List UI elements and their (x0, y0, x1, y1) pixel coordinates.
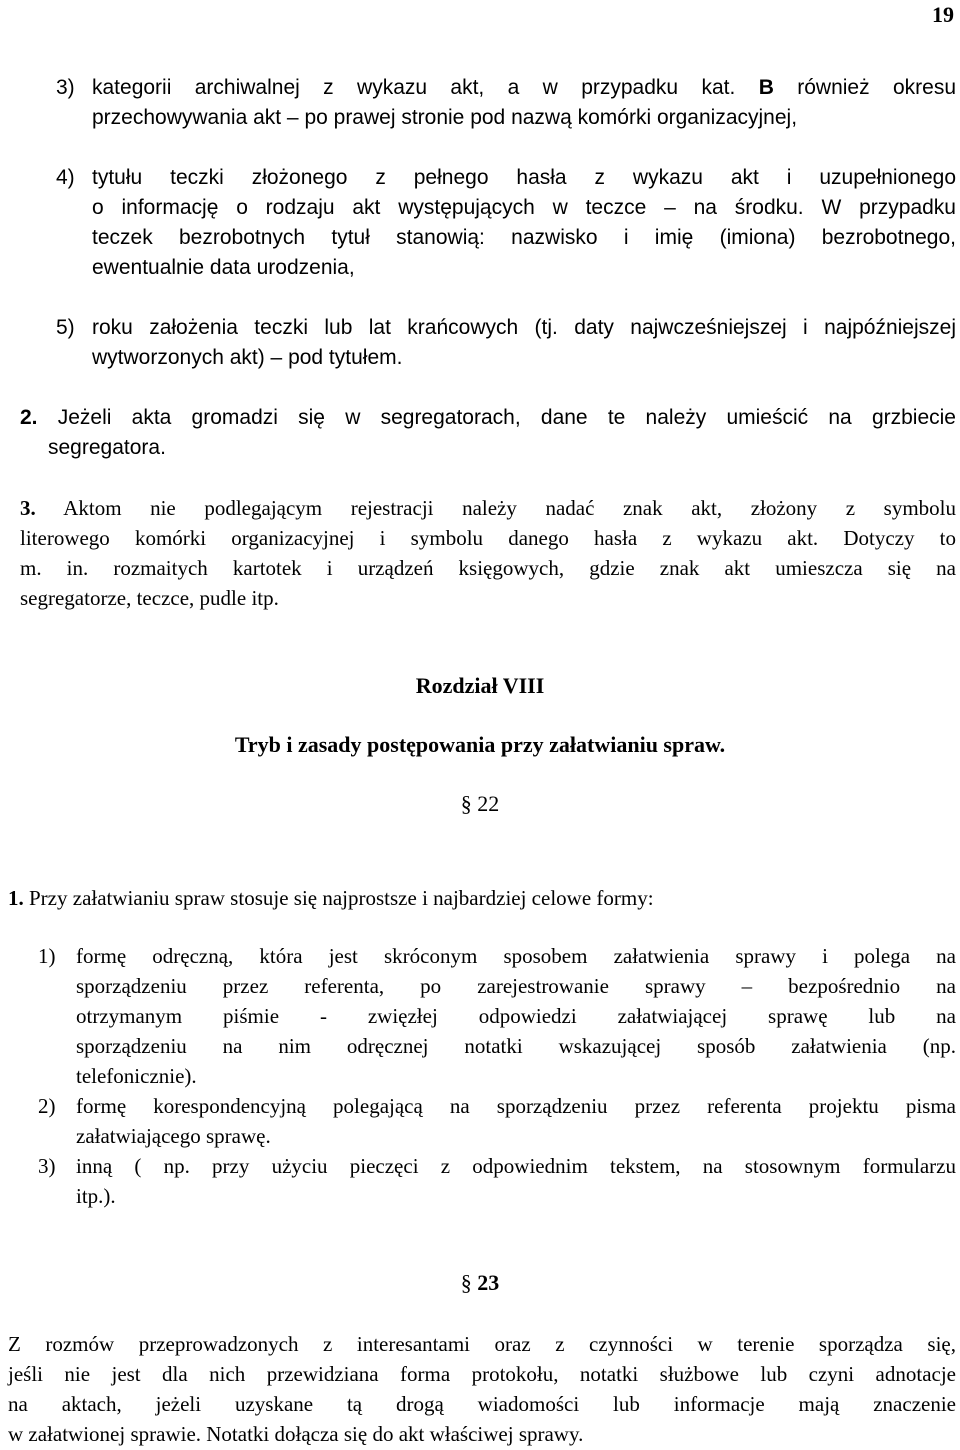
paragraph (20, 493, 956, 523)
text-line: literowego komórki organizacyjnej i symbolu danego hasła z wykazu akt. Dotyczy to (20, 526, 956, 550)
text-line: sporządzeniu na nim odręcznej notatki wskazującej sposób załatwienia (np. (76, 1034, 956, 1058)
section-sign: § (460, 791, 472, 816)
text-line: ewentualnie data urodzenia, (92, 256, 355, 279)
paragraph-number: 3. (20, 496, 36, 520)
text-line: załatwiającego sprawę. (76, 1124, 271, 1148)
list-marker: 3) (38, 1154, 56, 1178)
text-line: m. in. rozmaitych kartotek i urządzeń księgowych, gdzie znak akt umieszcza się na (20, 556, 956, 580)
paragraph-number: 1. (8, 886, 24, 910)
paragraph (8, 883, 948, 913)
text-line: segregatora. (48, 436, 166, 459)
section-number: 22 (477, 791, 500, 816)
text-line: sporządzeniu przez referenta, po zarejestrowanie sprawy – bezpośrednio na (76, 974, 956, 998)
text-line: otrzymanym piśmie - zwięzłej odpowiedzi załatwiającej sprawę lub na (76, 1004, 956, 1028)
text-line: jeśli nie jest dla nich przewidziana forma protokołu, notatki służbowe lub czyni adnotacje (8, 1362, 956, 1386)
text-line: tytułu teczki złożonego z pełnego hasła z wykazu akt i uzupełnionego (92, 166, 956, 189)
page-number: 19 (932, 2, 954, 27)
list-item-text (76, 941, 956, 1091)
section-number: 23 (477, 1270, 500, 1295)
chapter-subtitle: Tryb i zasady postępowania przy załatwianiu spraw. (234, 732, 726, 757)
list-marker: 1) (38, 944, 56, 968)
text-line: kategorii archiwalnej z wykazu akt, a w przypadku kat. (92, 76, 736, 99)
list-marker: 3) (56, 76, 75, 99)
text-line: formę odręczną, która jest skróconym sposobem załatwienia sprawy i polega na (76, 944, 956, 968)
list-item-text (92, 313, 956, 373)
text-line: telefonicznie). (76, 1064, 197, 1088)
list-marker: 5) (56, 316, 75, 339)
text-line: roku założenia teczki lub lat krańcowych (tj. daty najwcześniejszej i najpóźniejszej (92, 316, 956, 339)
list-item-text (92, 163, 956, 283)
text-line: przechowywania akt – po prawej stronie pod nazwą komórki organizacyjnej, (92, 106, 798, 129)
paragraph-number: 2. (20, 406, 38, 429)
text-line: Z rozmów przeprowadzonych z interesantami oraz z czynności w terenie sporządza się, (8, 1332, 956, 1356)
text-line: o informację o rodzaju akt występujących w teczce – na środku. W przypadku (92, 196, 956, 219)
text-line: Aktom nie podlegającym rejestracji należy nadać znak akt, złożony z symbolu (63, 496, 956, 520)
list-marker: 4) (56, 166, 75, 189)
text-line: wytworzonych akt) – pod tytułem. (92, 346, 403, 369)
list-item-text (76, 1091, 956, 1151)
chapter-title: Rozdział VIII (415, 673, 545, 698)
section-heading (0, 791, 960, 817)
section-heading (0, 1270, 960, 1296)
text-line: w załatwionej sprawie. Notatki dołącza się do akt właściwej sprawy. (8, 1422, 584, 1446)
text-line: itp.). (76, 1184, 116, 1208)
text-line: formę korespondencyjną polegającą na sporządzeniu przez referenta projektu pisma (76, 1094, 956, 1118)
text-line: inną ( np. przy użyciu pieczęci z odpowiednim tekstem, na stosownym formularzu (76, 1154, 956, 1178)
text-line: segregatorze, teczce, pudle itp. (20, 586, 279, 610)
text-line: Przy załatwianiu spraw stosuje się najprostsze i najbardziej celowe formy: (29, 886, 654, 910)
list-item-text (92, 73, 956, 133)
text-line: teczek bezrobotnych tytuł stanowią: nazwisko i imię (imiona) bezrobotnego, (92, 226, 956, 249)
paragraph-continuation (20, 523, 956, 613)
paragraph (20, 403, 956, 433)
list-marker: 2) (38, 1094, 56, 1118)
text-line: również okresu (797, 76, 956, 99)
text-line: Jeżeli akta gromadzi się w segregatorach, dane te należy umieścić na grzbiecie (57, 406, 956, 429)
category-letter: B (758, 76, 774, 99)
text-line: na aktach, jeżeli uzyskane tą drogą wiadomości lub informacje mają znaczenie (8, 1392, 956, 1416)
section-sign: § (460, 1270, 472, 1295)
list-item-text (76, 1151, 956, 1211)
paragraph (8, 1329, 956, 1449)
